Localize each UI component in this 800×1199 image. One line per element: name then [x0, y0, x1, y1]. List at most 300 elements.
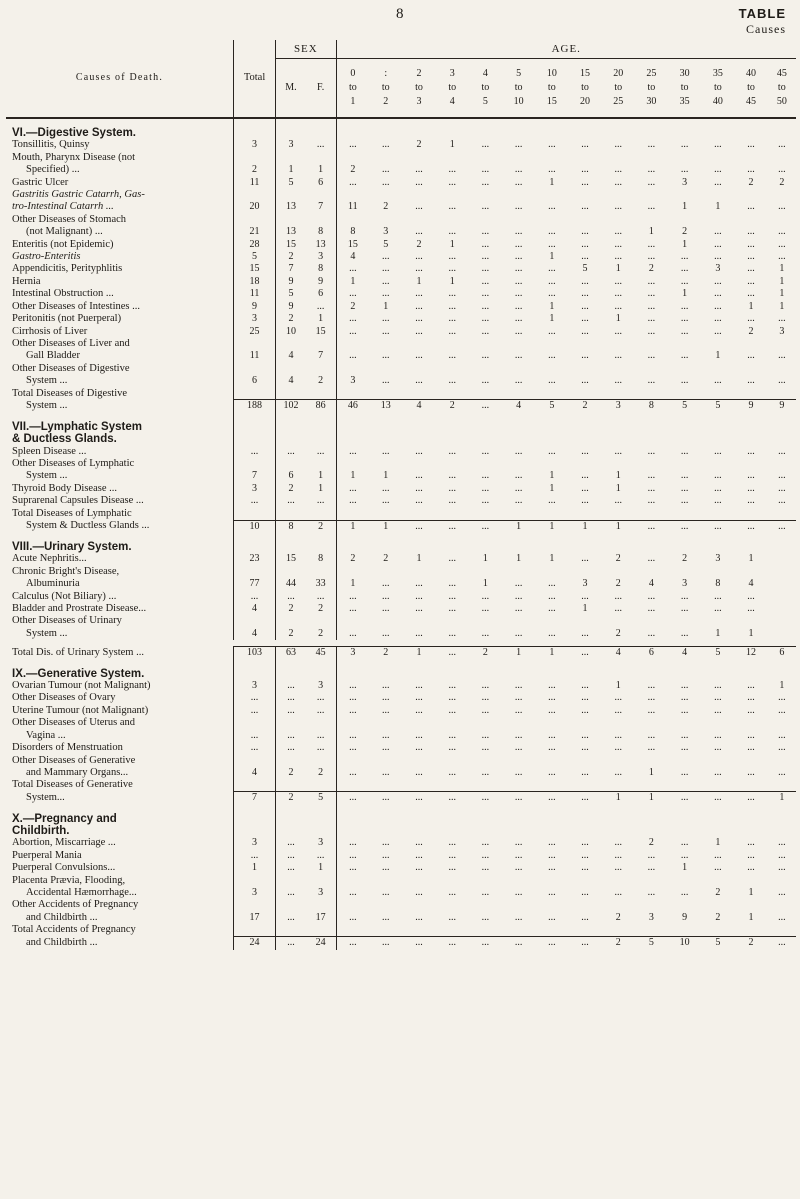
age-cell: ...: [778, 238, 786, 250]
total-row: [6, 792, 796, 805]
age-cell: ...: [448, 553, 456, 565]
cause-row: [6, 553, 796, 565]
female-cell: 9: [306, 276, 336, 288]
age-cell: ...: [415, 176, 423, 188]
age-cell: ...: [548, 263, 556, 275]
age-cell: ...: [514, 300, 523, 312]
age-cell: ...: [548, 578, 556, 590]
age-cell: ...: [548, 729, 556, 741]
age-cell: ...: [647, 742, 656, 754]
age-cell: ...: [614, 837, 622, 849]
empty-cell: [734, 825, 767, 837]
age-cell: ...: [614, 275, 622, 287]
empty-cell: [369, 779, 402, 791]
age-cell: ...: [747, 849, 755, 861]
age-cell: ...: [647, 325, 656, 337]
age-cell: ...: [747, 603, 755, 615]
age-cell: ...: [680, 445, 689, 457]
empty-cell: [668, 338, 701, 350]
age-cell: ...: [448, 849, 456, 861]
empty-cell: [469, 533, 502, 553]
age-cell: ...: [548, 887, 556, 899]
empty-cell: [701, 755, 734, 767]
empty-cell: [402, 875, 435, 887]
age-cell: ...: [535, 937, 568, 950]
age-cell: ...: [448, 495, 456, 507]
age-cell: ...: [469, 520, 502, 533]
empty-cell: [535, 566, 568, 578]
age-cell: 2: [615, 627, 621, 639]
cause-label: Total Diseases of Digestive: [6, 388, 233, 400]
age-cell: ...: [581, 300, 589, 312]
empty-cell: [668, 388, 701, 400]
age-cell: 1: [402, 647, 435, 660]
empty-cell: [602, 899, 635, 911]
age-cell: 1: [416, 275, 422, 287]
age-cell: ...: [714, 849, 722, 861]
total-cell: ...: [233, 730, 275, 742]
age-cell: ...: [747, 164, 755, 176]
age-cell: ...: [680, 313, 689, 325]
empty-cell: [469, 615, 502, 627]
empty-cell: [701, 189, 734, 201]
empty-cell: [402, 214, 435, 226]
age-cell: ...: [514, 445, 523, 457]
empty-cell: [535, 533, 568, 553]
age-cell: ...: [747, 590, 755, 602]
female-cell: 6: [306, 288, 336, 300]
age-cell: 46: [336, 400, 369, 413]
age-cell: ...: [614, 375, 622, 387]
empty-cell: [469, 805, 502, 825]
empty-cell: [436, 363, 469, 375]
age-cell: ...: [714, 251, 722, 263]
age-cell: ...: [382, 176, 390, 188]
age-cell: 10: [668, 937, 701, 950]
empty-cell: [369, 388, 402, 400]
age-cell: ...: [448, 482, 456, 494]
age-group-header: [768, 59, 796, 119]
age-group-header: [469, 59, 502, 119]
cause-row: [6, 177, 796, 189]
age-cell: ...: [514, 263, 523, 275]
empty-cell: [369, 566, 402, 578]
age-cell: 1: [682, 288, 688, 300]
age-cell: ...: [481, 313, 490, 325]
empty-cell: [734, 338, 767, 350]
empty-cell: [369, 433, 402, 445]
female-column-header: F.: [306, 59, 336, 119]
age-cell: ...: [747, 375, 755, 387]
age-cell: 1: [648, 226, 654, 238]
section-heading: X.—Pregnancy and: [6, 805, 233, 825]
age-cell: ...: [714, 164, 722, 176]
age-cell: 3: [779, 325, 785, 337]
age-cell: 1: [369, 520, 402, 533]
empty-cell: [602, 924, 635, 936]
empty-cell: [369, 533, 402, 553]
empty-cell: [635, 533, 668, 553]
empty-cell: [276, 779, 306, 791]
age-cell: ...: [548, 692, 556, 704]
empty-cell: [768, 805, 796, 825]
age-group-header: [568, 59, 601, 119]
age-cell: ...: [481, 627, 490, 639]
cause-row: [6, 912, 796, 924]
empty-cell: [436, 615, 469, 627]
cause-label: Other Diseases of Urinary: [6, 615, 233, 627]
age-cell: ...: [614, 164, 622, 176]
empty-cell: [734, 118, 767, 139]
empty-cell: [369, 118, 402, 139]
age-cell: 1: [768, 792, 796, 805]
empty-cell: [535, 189, 568, 201]
age-cell: ...: [481, 139, 490, 151]
female-cell: 2: [306, 767, 336, 779]
age-cell: ...: [481, 837, 490, 849]
total-label: System ...: [6, 400, 233, 413]
empty-cell: [436, 214, 469, 226]
empty-cell: [402, 924, 435, 936]
empty-cell: [635, 214, 668, 226]
age-cell: ...: [714, 139, 722, 151]
age-group-from: 35: [712, 68, 723, 79]
age-cell: ...: [680, 704, 689, 716]
empty-cell: [436, 533, 469, 553]
age-group-header: [436, 59, 469, 119]
empty-cell: [502, 899, 535, 911]
female-cell: 3: [306, 251, 336, 263]
female-cell: 3: [306, 680, 336, 692]
section-heading: Childbirth.: [6, 825, 233, 837]
empty-cell: [336, 875, 369, 887]
empty-cell: [768, 825, 796, 837]
age-cell: ...: [514, 201, 523, 213]
empty-cell: [306, 660, 336, 680]
empty-cell: [369, 717, 402, 729]
age-cell: ...: [382, 627, 390, 639]
cause-label: Puerperal Mania: [6, 850, 233, 862]
empty-cell: [502, 413, 535, 433]
empty-cell: [276, 566, 306, 578]
female-cell: 86: [306, 400, 336, 413]
empty-cell: [701, 660, 734, 680]
total-label: Total Dis. of Urinary System ...: [6, 647, 233, 660]
age-group-from: 10: [546, 68, 557, 79]
age-cell: ...: [481, 766, 490, 778]
total-cell: 2: [233, 164, 275, 176]
male-cell: 2: [288, 251, 294, 263]
age-cell: 3: [336, 647, 369, 660]
age-cell: ...: [382, 495, 390, 507]
empty-cell: [336, 924, 369, 936]
empty-cell: [701, 566, 734, 578]
age-cell: ...: [701, 792, 734, 805]
age-group-header: [602, 59, 635, 119]
empty-cell: [276, 338, 306, 350]
age-cell: [768, 578, 796, 590]
empty-cell: [402, 899, 435, 911]
age-cell: 1: [748, 911, 754, 923]
empty-cell: [306, 779, 336, 791]
age-cell: ...: [514, 692, 523, 704]
age-cell: ...: [647, 553, 656, 565]
empty-cell: [734, 413, 767, 433]
age-cell: ...: [714, 680, 722, 692]
cause-label: Puerperal Convulsions...: [6, 862, 233, 874]
empty-cell: [336, 805, 369, 825]
age-cell: ...: [614, 251, 622, 263]
empty-cell: [535, 363, 568, 375]
age-cell: ...: [568, 647, 601, 660]
cause-row: [6, 263, 796, 275]
section-heading: IX.—Generative System.: [6, 660, 233, 680]
age-cell: ...: [647, 692, 656, 704]
empty-cell: [535, 717, 568, 729]
age-cell: ...: [481, 325, 490, 337]
empty-cell: [502, 924, 535, 936]
empty-cell: [701, 533, 734, 553]
age-cell: ...: [581, 275, 589, 287]
empty-cell: [502, 825, 535, 837]
empty-cell: [768, 413, 796, 433]
age-cell: ...: [382, 742, 390, 754]
empty-cell: [469, 779, 502, 791]
age-cell: 5: [535, 400, 568, 413]
age-cell: ...: [514, 238, 523, 250]
empty-cell: [402, 825, 435, 837]
empty-cell: [502, 458, 535, 470]
age-cell: 1: [350, 578, 356, 590]
age-cell: ...: [747, 482, 755, 494]
empty-cell: [369, 508, 402, 520]
empty-cell: [734, 805, 767, 825]
age-group-to-word: to: [581, 82, 589, 93]
age-cell: ...: [436, 520, 469, 533]
age-cell: ...: [349, 445, 357, 457]
cause-row: [6, 326, 796, 338]
empty-cell: [233, 779, 275, 791]
female-cell: ...: [306, 591, 336, 603]
section-heading-row: [6, 533, 796, 553]
empty-cell: [233, 875, 275, 887]
mortality-table-container: [6, 40, 796, 950]
cause-row: [6, 226, 796, 238]
empty-cell: [668, 779, 701, 791]
empty-cell: [436, 152, 469, 164]
age-cell: ...: [647, 350, 656, 362]
empty-cell: [535, 660, 568, 680]
empty-cell: [436, 118, 469, 139]
section-heading-row: [6, 660, 796, 680]
age-cell: ...: [714, 482, 722, 494]
empty-cell: [502, 615, 535, 627]
age-cell: 2: [383, 553, 389, 565]
age-cell: ...: [481, 300, 490, 312]
empty-cell: [276, 924, 306, 936]
age-cell: ...: [647, 238, 656, 250]
empty-cell: [635, 566, 668, 578]
section-heading-row: [6, 825, 796, 837]
cause-label-row: [6, 152, 796, 164]
age-cell: ...: [382, 680, 390, 692]
empty-cell: [436, 717, 469, 729]
empty-cell: [233, 825, 275, 837]
age-cell: ...: [415, 627, 423, 639]
empty-cell: [276, 615, 306, 627]
sex-column-header: SEX: [276, 40, 336, 59]
empty-cell: [635, 458, 668, 470]
empty-cell: [276, 433, 306, 445]
age-cell: 2: [748, 176, 754, 188]
age-cell: ...: [481, 275, 490, 287]
empty-cell: [369, 458, 402, 470]
empty-cell: [602, 825, 635, 837]
age-cell: ...: [614, 590, 622, 602]
age-cell: ...: [747, 313, 755, 325]
empty-cell: [635, 152, 668, 164]
empty-cell: [502, 338, 535, 350]
empty-cell: [701, 214, 734, 226]
age-group-to: 30: [646, 96, 657, 107]
age-cell: ...: [581, 742, 589, 754]
empty-cell: [635, 508, 668, 520]
total-cell: ...: [233, 692, 275, 704]
age-cell: ...: [581, 445, 589, 457]
age-column-header: AGE.: [336, 40, 796, 59]
mortality-table: [6, 40, 796, 950]
empty-cell: [568, 363, 601, 375]
empty-cell: [701, 825, 734, 837]
age-cell: 1: [715, 837, 721, 849]
empty-cell: [701, 508, 734, 520]
empty-cell: [668, 566, 701, 578]
female-cell: 17: [306, 912, 336, 924]
age-cell: ...: [778, 350, 786, 362]
age-cell: ...: [614, 176, 622, 188]
empty-cell: [602, 152, 635, 164]
age-cell: ...: [714, 375, 722, 387]
empty-cell: [502, 875, 535, 887]
empty-cell: [402, 388, 435, 400]
empty-cell: [568, 660, 601, 680]
empty-cell: [602, 533, 635, 553]
cause-label: (not Malignant) ...: [6, 226, 233, 238]
empty-cell: [768, 363, 796, 375]
empty-cell: [402, 363, 435, 375]
age-cell: ...: [614, 887, 622, 899]
age-cell: ...: [448, 680, 456, 692]
age-cell: ...: [568, 792, 601, 805]
total-cell: 10: [233, 520, 275, 533]
empty-cell: [701, 338, 734, 350]
age-group-to-word: to: [381, 82, 390, 93]
age-cell: 1: [482, 553, 488, 565]
age-cell: ...: [481, 263, 490, 275]
age-cell: 3: [383, 226, 389, 238]
age-cell: ...: [714, 238, 722, 250]
cause-row: [6, 288, 796, 300]
age-cell: 6: [768, 647, 796, 660]
cause-label: and Childbirth ...: [6, 912, 233, 924]
cause-label: Placenta Prævia, Flooding,: [6, 875, 233, 887]
age-cell: ...: [680, 263, 689, 275]
table-heading: TABLE: [738, 6, 786, 21]
age-cell: ...: [369, 937, 402, 950]
empty-cell: [369, 755, 402, 767]
male-cell: 2: [288, 482, 294, 494]
age-cell: ...: [778, 445, 786, 457]
age-cell: ...: [714, 704, 722, 716]
empty-cell: [336, 363, 369, 375]
age-cell: 2: [416, 238, 422, 250]
age-cell: ...: [448, 350, 456, 362]
cause-label: Gastritis Gastric Catarrh, Gas-: [6, 189, 233, 201]
empty-cell: [336, 508, 369, 520]
empty-cell: [568, 805, 601, 825]
empty-cell: [306, 338, 336, 350]
age-group-from: 15: [580, 68, 591, 79]
age-cell: ...: [448, 470, 456, 482]
empty-cell: [402, 533, 435, 553]
empty-cell: [734, 899, 767, 911]
cause-label: Abortion, Miscarriage ...: [6, 837, 233, 849]
age-cell: 1: [416, 553, 422, 565]
age-cell: ...: [680, 495, 689, 507]
age-cell: ...: [448, 837, 456, 849]
age-cell: ...: [581, 288, 589, 300]
age-cell: [768, 603, 796, 615]
age-group-from: 2: [416, 68, 422, 79]
age-cell: ...: [481, 445, 490, 457]
empty-cell: [369, 875, 402, 887]
age-cell: ...: [647, 275, 656, 287]
empty-cell: [768, 660, 796, 680]
age-cell: ...: [614, 238, 622, 250]
empty-cell: [568, 433, 601, 445]
total-cell: 4: [233, 767, 275, 779]
cause-label: and Mammary Organs...: [6, 767, 233, 779]
empty-cell: [469, 413, 502, 433]
age-cell: 2: [350, 164, 356, 176]
age-cell: ...: [647, 495, 656, 507]
age-cell: ...: [514, 590, 523, 602]
age-cell: ...: [415, 680, 423, 692]
age-cell: ...: [548, 680, 556, 692]
age-cell: ...: [415, 201, 423, 213]
empty-cell: [276, 458, 306, 470]
cause-label-row: [6, 615, 796, 627]
age-cell: ...: [581, 482, 589, 494]
empty-cell: [668, 924, 701, 936]
empty-cell: [701, 152, 734, 164]
female-cell: 1: [306, 483, 336, 495]
cause-row: [6, 483, 796, 495]
age-cell: ...: [614, 445, 622, 457]
age-cell: ...: [581, 164, 589, 176]
age-cell: ...: [714, 495, 722, 507]
age-cell: 3: [682, 578, 688, 590]
age-cell: ...: [614, 139, 622, 151]
male-cell: 15: [285, 238, 296, 250]
female-cell: 33: [306, 578, 336, 590]
empty-cell: [233, 152, 275, 164]
empty-cell: [469, 924, 502, 936]
age-cell: 13: [369, 400, 402, 413]
cause-label: Suprarenal Capsules Disease ...: [6, 495, 233, 507]
age-cell: ...: [680, 729, 689, 741]
age-cell: ...: [514, 603, 523, 615]
